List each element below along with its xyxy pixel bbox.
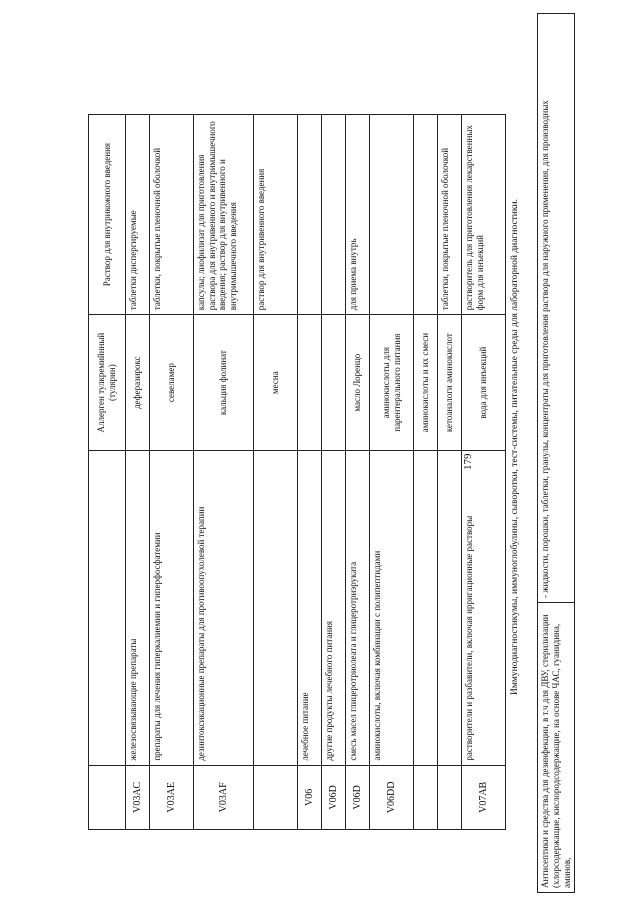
atc-code: V03AF	[194, 765, 254, 829]
dosage-form: для приема внутрь	[346, 115, 370, 315]
inn-name: аминокислоты для парентерального питания	[370, 315, 414, 451]
dosage-form: таблетки, покрытые пленочной оболочкой	[150, 115, 194, 315]
group-name	[438, 451, 462, 766]
atc-code	[254, 765, 298, 829]
table-header-row	[89, 115, 126, 830]
dosage-form	[298, 115, 322, 315]
group-name: другие продукты лечебного питания	[322, 451, 346, 766]
atc-code: V06D	[346, 765, 370, 829]
dosage-form: растворитель для приготовления лекарственных форм для инъекций	[462, 115, 506, 315]
header-cell-form: Раствор для внутрикожного введения	[89, 115, 126, 315]
disinfectant-group: Антисептики и средства для дезинфекции, в т.ч для ДВУ, стерилизации (хлорсодержащие, кислородсодержащие, на основе ЧАС, гуанидина, аминов,	[538, 602, 575, 892]
table-row	[438, 115, 462, 830]
atc-code: V06D	[322, 765, 346, 829]
page-number: 179	[462, 453, 474, 470]
atc-code: V07AB	[462, 765, 506, 829]
dosage-form: капсулы; лиофилизат для приготовления раствора для внутривенного и внутримышечного введения; раствор для внутривенного и внутримышечного введения	[194, 115, 254, 315]
disinfectant-forms: - жидкости, порошки, таблетки, гранулы, концентраты для приготовления раствора для наружного применения, для производных	[538, 14, 575, 603]
table-row	[462, 115, 506, 830]
inn-name: месна	[254, 315, 298, 451]
dosage-form	[370, 115, 414, 315]
table-row	[126, 115, 150, 830]
dosage-form: таблетки, покрытые пленочной оболочкой	[438, 115, 462, 315]
table-row	[370, 115, 414, 830]
dosage-form: таблетки диспергируемые	[126, 115, 150, 315]
group-name: растворители и разбавители, включая ирригационные растворы	[462, 451, 506, 766]
atc-code: V03AC	[126, 765, 150, 829]
header-cell-empty	[89, 451, 126, 766]
atc-code	[438, 765, 462, 829]
group-name: смесь масел глицеротриолеата и глицеротриэруката	[346, 451, 370, 766]
inn-name: деферазирокс	[126, 315, 150, 451]
group-name: дезинтоксикационные препараты для противоопухолевой терапии	[194, 451, 254, 766]
dosage-form: раствор для внутривенного введения	[254, 115, 298, 315]
group-name: аминокислоты, включая комбинации с полипептидами	[370, 451, 414, 766]
drug-table	[88, 114, 506, 830]
atc-code: V06	[298, 765, 322, 829]
table-row	[194, 115, 254, 830]
atc-code: V03AE	[150, 765, 194, 829]
inn-name: севеламер	[150, 315, 194, 451]
group-name: лечебное питание	[298, 451, 322, 766]
table-row	[150, 115, 194, 830]
inn-name: аминокислоты и их смеси	[414, 315, 438, 451]
table-row	[254, 115, 298, 830]
table-row	[298, 115, 322, 830]
group-name: железосвязывающие препараты	[126, 451, 150, 766]
inn-name: кальция фолинат	[194, 315, 254, 451]
table-row	[538, 14, 575, 893]
inn-name: вода для инъекций	[462, 315, 506, 451]
inn-name: масло Лоренцо	[346, 315, 370, 451]
inn-name	[298, 315, 322, 451]
group-name: препараты для лечения гиперкалиемии и гиперфосфатемии	[150, 451, 194, 766]
header-cell-inn: Аллерген тулкремийнный (тулярин)	[89, 315, 126, 451]
table-row	[414, 115, 438, 830]
atc-code: V06DD	[370, 765, 414, 829]
dosage-form	[414, 115, 438, 315]
atc-code	[414, 765, 438, 829]
inn-name: кетоаналоги аминокислот	[438, 315, 462, 451]
header-cell-empty	[89, 765, 126, 829]
inn-name	[322, 315, 346, 451]
group-name	[254, 451, 298, 766]
dosage-form	[322, 115, 346, 315]
section-caption: Иммунодиагностикумы, иммуноглобулины, сыворотки, тест-системы, питательные среды для лабораторной диагностики.	[510, 199, 520, 695]
table-row	[346, 115, 370, 830]
table-row	[322, 115, 346, 830]
disinfectant-table	[537, 13, 575, 893]
group-name	[414, 451, 438, 766]
